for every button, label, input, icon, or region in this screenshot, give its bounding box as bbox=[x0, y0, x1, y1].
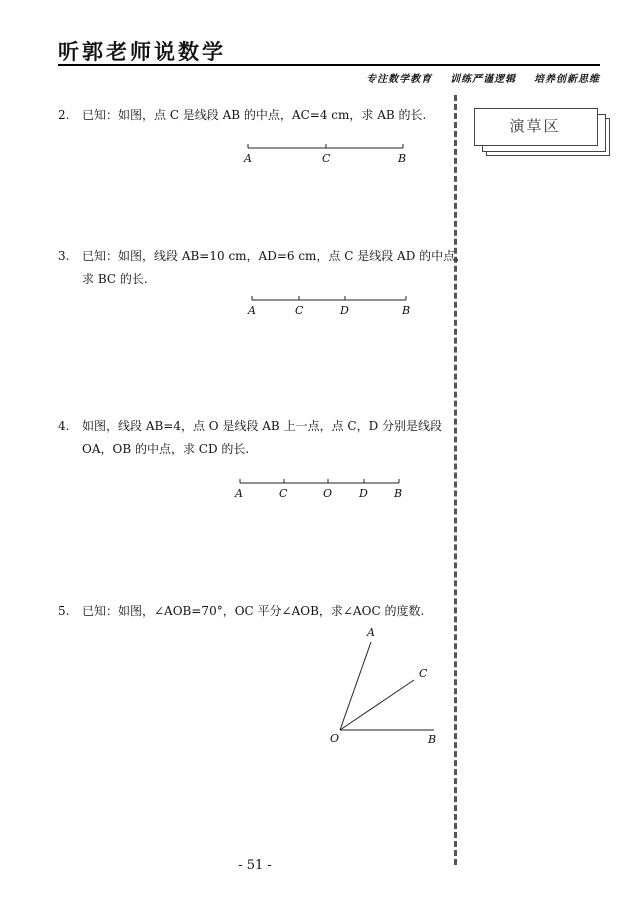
point-label-b: B bbox=[402, 304, 411, 317]
point-label-c: C bbox=[279, 487, 288, 500]
point-label-b: B bbox=[428, 733, 437, 746]
point-label-c: C bbox=[419, 667, 428, 680]
draft-area-label: 演草区 bbox=[509, 117, 561, 135]
margin-divider bbox=[454, 95, 457, 865]
figure-segment-acdb bbox=[244, 292, 424, 322]
figure-segment-acodb bbox=[232, 475, 412, 505]
question-text: 已知：如图，点 C 是线段 AB 的中点，AC=4 cm，求 AB 的长. bbox=[82, 108, 427, 122]
point-label-b: B bbox=[394, 487, 403, 500]
point-label-a: A bbox=[235, 487, 243, 500]
point-label-b: B bbox=[398, 152, 407, 165]
question-number: 2. bbox=[58, 108, 70, 122]
draft-area-tab bbox=[474, 108, 614, 158]
header-rule bbox=[58, 64, 600, 66]
point-label-c: C bbox=[295, 304, 304, 317]
point-label-o: O bbox=[323, 487, 333, 500]
point-label-d: D bbox=[359, 487, 368, 500]
header-slogan: 专注数学教育 训练严谨逻辑 培养创新思维 bbox=[366, 74, 600, 85]
question-text-line-2: OA，OB 的中点，求 CD 的长. bbox=[82, 442, 250, 456]
question-text-line-2: 求 BC 的长. bbox=[82, 272, 148, 286]
point-label-d: D bbox=[340, 304, 349, 317]
question-text: 已知：如图，∠AOB=70°，OC 平分∠AOB，求∠AOC 的度数. bbox=[82, 604, 425, 618]
point-label-a: A bbox=[367, 626, 375, 639]
question-text-line-1: 已知：如图，线段 AB=10 cm，AD=6 cm，点 C 是线段 AD 的中点， bbox=[82, 249, 468, 263]
question-number: 5. bbox=[58, 604, 70, 618]
figure-angle-aob bbox=[326, 622, 446, 752]
page-number: - 51 - bbox=[238, 858, 272, 873]
question-number: 3. bbox=[58, 249, 70, 263]
point-label-c: C bbox=[322, 152, 331, 165]
point-label-o: O bbox=[330, 732, 340, 745]
brand-title: 听郭老师说数学 bbox=[58, 39, 226, 64]
figure-segment-acb bbox=[240, 140, 420, 170]
question-text-line-1: 如图，线段 AB=4，点 O 是线段 AB 上一点，点 C，D 分别是线段 bbox=[82, 419, 443, 433]
question-number: 4. bbox=[58, 419, 70, 433]
point-label-a: A bbox=[244, 152, 252, 165]
point-label-a: A bbox=[248, 304, 256, 317]
